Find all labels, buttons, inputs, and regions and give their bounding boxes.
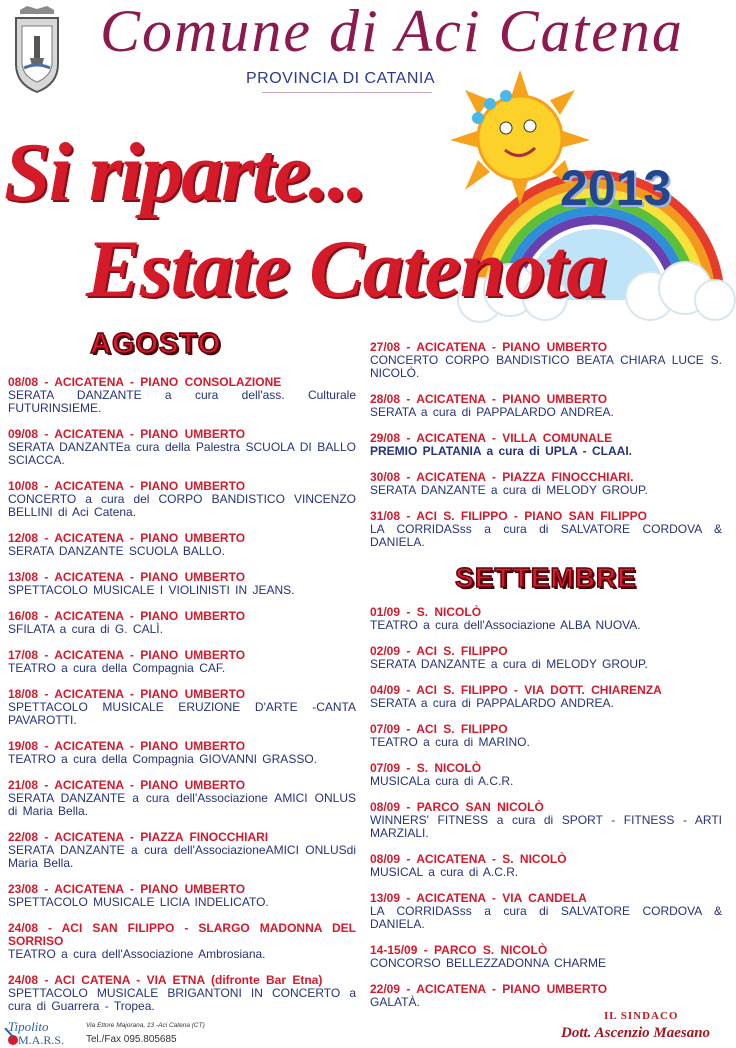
province-subtitle: PROVINCIA DI CATANIA <box>246 70 435 87</box>
event-title: 22/08 - ACICATENA - PIAZZA FINOCCHIARI <box>8 830 269 844</box>
event-title: 30/08 - ACICATENA - PIAZZA FINOCCHIARI. <box>370 470 634 484</box>
event-title: 24/08 - ACI SAN FILIPPO - SLARGO MADONNA DEL SORRISO <box>8 921 356 948</box>
event-item <box>8 571 356 597</box>
event-item <box>8 922 356 961</box>
event-title: 18/08 - ACICATENA - PIANO UMBERTO <box>8 687 246 701</box>
events-column-left <box>8 376 356 1026</box>
event-description: CONCERTO CORPO BANDISTICO BEATA CHIARA LUCE S. NICOLÒ. <box>370 353 722 380</box>
event-description: WINNERS' FITNESS a cura di SPORT - FITNESS - ARTI MARZIALI. <box>370 813 722 840</box>
event-description: GALATÀ. <box>370 995 420 1009</box>
event-title: 13/08 - ACICATENA - PIANO UMBERTO <box>8 570 246 584</box>
event-description: SERATA DANZANTE SCUOLA BALLO. <box>8 544 225 558</box>
event-title: 08/08 - ACICATENA - PIANO CONSOLAZIONE <box>8 375 282 389</box>
event-item <box>370 892 722 931</box>
event-title: 29/08 - ACICATENA - VILLA COMUNALE <box>370 431 613 445</box>
event-title: 22/09 - ACICATENA - PIANO UMBERTO <box>370 982 608 996</box>
event-item <box>370 645 722 671</box>
event-title: 04/09 - ACI S. FILIPPO - VIA DOTT. CHIARENZA <box>370 683 662 697</box>
event-title: 09/08 - ACICATENA - PIANO UMBERTO <box>8 427 246 441</box>
headline-estate-catenota: Estate Catenota <box>86 223 607 314</box>
printer-credit <box>4 1020 224 1048</box>
events-column-right <box>370 341 722 1022</box>
event-item <box>8 974 356 1013</box>
mayor-name: Dott. Ascenzio Maesano <box>561 1025 711 1041</box>
event-description: TEATRO a cura della Compagnia GIOVANNI GRASSO. <box>8 752 317 766</box>
event-title: 31/08 - ACI S. FILIPPO - PIANO SAN FILIPPO <box>370 509 647 523</box>
headline-si-riparte: Si riparte... <box>4 126 366 219</box>
event-description: TEATRO a cura della Compagnia CAF. <box>8 661 226 675</box>
event-title: 13/09 - ACICATENA - VIA CANDELA <box>370 891 587 905</box>
event-description: SERATA a cura di PAPPALARDO ANDREA. <box>370 405 614 419</box>
event-description: SPETTACOLO MUSICALE LICIA INDELICATO. <box>8 895 269 909</box>
event-item <box>370 432 722 458</box>
event-title: 24/08 - ACI CATENA - VIA ETNA (difronte Bar Etna) <box>8 973 323 987</box>
event-item <box>370 723 722 749</box>
event-item <box>370 983 722 1009</box>
event-description: MUSICAL a cura di A.C.R. <box>370 865 519 879</box>
event-item <box>370 510 722 549</box>
event-description: SERATA DANZANTE a cura dell'Associazione AMICI ONLUS di Maria Bella. <box>8 791 356 818</box>
event-item <box>8 779 356 818</box>
event-title: 01/09 - S. NICOLÒ <box>370 605 482 619</box>
event-item <box>8 740 356 766</box>
event-description: SPETTACOLO MUSICALE BRIGANTONI IN CONCERTO a cura di Guarrera - Tropea. <box>8 986 356 1013</box>
event-item <box>8 883 356 909</box>
event-item <box>370 684 722 710</box>
month-heading-agosto: AGOSTO <box>90 328 222 360</box>
event-description: CONCORSO BELLEZZADONNA CHARME <box>370 956 607 970</box>
event-description: PREMIO PLATANIA a cura di UPLA - CLAAI. <box>370 444 633 458</box>
event-title: 16/08 - ACICATENA - PIANO UMBERTO <box>8 609 246 623</box>
event-item <box>370 606 722 632</box>
event-item <box>370 393 722 419</box>
event-item <box>8 688 356 727</box>
event-title: 08/09 - PARCO SAN NICOLÒ <box>370 800 544 814</box>
event-title: 28/08 - ACICATENA - PIANO UMBERTO <box>370 392 608 406</box>
event-item <box>8 831 356 870</box>
event-description: MUSICALa cura di A.C.R. <box>370 774 514 788</box>
event-description: TEATRO a cura dell'Associazione Ambrosiana. <box>8 947 266 961</box>
mayor-label: IL SINDACO <box>604 1010 679 1022</box>
printer-phone: Tel./Fax 095.805685 <box>86 1034 177 1045</box>
event-description: SERATA DANZANTE a cura di MELODY GROUP. <box>370 657 648 671</box>
event-title: 14-15/09 - PARCO S. NICOLÒ <box>370 943 548 957</box>
event-description: SFILATA a cura di G. CALÌ. <box>8 622 163 636</box>
event-item <box>8 649 356 675</box>
event-title: 07/09 - S. NICOLÒ <box>370 761 482 775</box>
event-description: LA CORRIDASss a cura di SALVATORE CORDOVA & DANIELA. <box>370 904 722 931</box>
event-title: 10/08 - ACICATENA - PIANO UMBERTO <box>8 479 246 493</box>
event-item <box>370 801 722 840</box>
year-label: 2013 <box>560 160 672 216</box>
event-item <box>370 762 722 788</box>
event-item <box>8 480 356 519</box>
event-title: 19/08 - ACICATENA - PIANO UMBERTO <box>8 739 246 753</box>
printer-name-2: M.A.R.S. <box>18 1033 65 1047</box>
event-description: SERATA DANZANTE a cura di MELODY GROUP. <box>370 483 648 497</box>
event-description: SERATA a cura di PAPPALARDO ANDREA. <box>370 696 614 710</box>
event-description: TEATRO a cura di MARINO. <box>370 735 530 749</box>
event-item <box>8 610 356 636</box>
event-description: SERATA DANZANTE a cura dell'AssociazioneAMICI ONLUSdi Maria Bella. <box>8 843 356 870</box>
event-item <box>8 428 356 467</box>
printer-name-1: Tipolito <box>8 1019 49 1034</box>
event-item <box>8 532 356 558</box>
event-description: SERATA DANZANTEa cura della Palestra SCUOLA DI BALLO SCIACCA. <box>8 440 356 467</box>
event-item <box>370 853 722 879</box>
event-item <box>370 341 722 380</box>
event-title: 23/08 - ACICATENA - PIANO UMBERTO <box>8 882 246 896</box>
event-item <box>370 471 722 497</box>
event-item <box>370 944 722 970</box>
event-title: 08/09 - ACICATENA - S. NICOLÒ <box>370 852 567 866</box>
event-title: 17/08 - ACICATENA - PIANO UMBERTO <box>8 648 246 662</box>
page-title: Comune di Aci Catena <box>100 0 684 64</box>
event-title: 07/09 - ACI S. FILIPPO <box>370 722 508 736</box>
event-title: 21/08 - ACICATENA - PIANO UMBERTO <box>8 778 246 792</box>
event-description: SERATA DANZANTE a cura dell'ass. Culturale FUTURINSIEME. <box>8 388 356 415</box>
printer-address: Via Ettore Majorana, 13 -Aci Catena (CT) <box>86 1022 205 1029</box>
event-title: 02/09 - ACI S. FILIPPO <box>370 644 508 658</box>
event-item <box>8 376 356 415</box>
event-description: CONCERTO a cura del CORPO BANDISTICO VINCENZO BELLINI di Aci Catena. <box>8 492 356 519</box>
month-heading-settembre: SETTEMBRE <box>455 562 637 593</box>
event-description: LA CORRIDASss a cura di SALVATORE CORDOVA & DANIELA. <box>370 522 722 549</box>
event-description: SPETTACOLO MUSICALE ERUZIONE D'ARTE -CANTA PAVAROTTI. <box>8 700 356 727</box>
event-title: 12/08 - ACICATENA - PIANO UMBERTO <box>8 531 246 545</box>
event-description: TEATRO a cura dell'Associazione ALBA NUOVA. <box>370 618 641 632</box>
event-description: SPETTACOLO MUSICALE I VIOLINISTI IN JEANS. <box>8 583 295 597</box>
event-title: 27/08 - ACICATENA - PIANO UMBERTO <box>370 340 608 354</box>
